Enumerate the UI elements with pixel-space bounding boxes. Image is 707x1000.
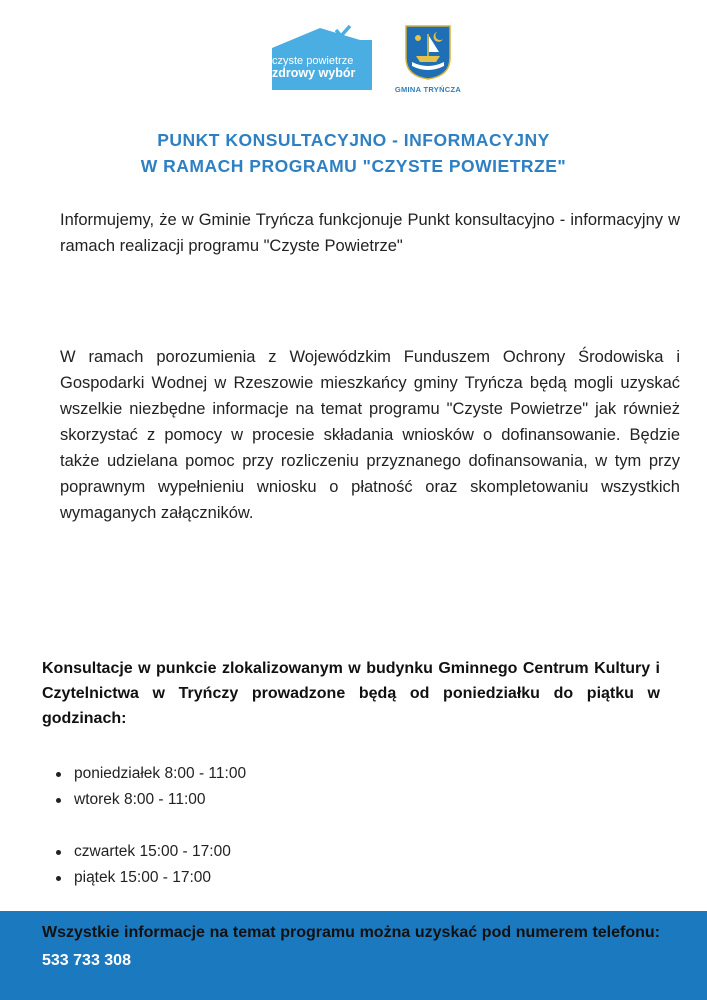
- title-line-1: PUNKT KONSULTACYJNO - INFORMACYJNY: [157, 130, 550, 150]
- phone-number: 533 733 308: [42, 952, 131, 969]
- hours-list-1: [50, 761, 246, 813]
- gmina-name: GMINA TRYŃCZA: [394, 85, 462, 94]
- logo-line-2: zdrowy wybór: [272, 66, 356, 80]
- title-line-2: W RAMACH PROGRAMU "CZYSTE POWIETRZE": [140, 156, 567, 176]
- list-item: czwartek 15:00 - 17:00: [50, 839, 231, 865]
- list-item: poniedziałek 8:00 - 11:00: [50, 761, 246, 787]
- list-item: piątek 15:00 - 17:00: [50, 865, 231, 891]
- intro-paragraph: Informujemy, że w Gminie Tryńcza funkcjonuje Punkt konsultacyjno - informacyjny w ramach realizacji programu "Czyste Powietrze": [60, 211, 680, 255]
- consultation-info: Konsultacje w punkcie zlokalizowanym w budynku Gminnego Centrum Kultury i Czytelnictwa w Tryńczy prowadzone będą od poniedziałku do piątku w godzinach:: [42, 660, 660, 727]
- footer-banner: [0, 911, 707, 1000]
- logo-line-1: czyste powietrze: [272, 55, 354, 67]
- coat-of-arms-icon: [404, 24, 452, 80]
- list-item: wtorek 8:00 - 11:00: [50, 787, 246, 813]
- page-title: [0, 127, 707, 179]
- header-logos: [0, 24, 707, 104]
- czyste-powietrze-logo-text: [272, 55, 372, 79]
- footer-info: Wszystkie informacje na temat programu można uzyskać pod numerem telefonu:: [42, 924, 660, 941]
- details-paragraph: W ramach porozumienia z Wojewódzkim Funduszem Ochrony Środowiska i Gospodarki Wodnej w Rzeszowie mieszkańcy gminy Tryńcza będą mogli uzyskać wszelkie niezbędne informacje na temat programu "Czyste Powietrze" jak również skorzystać z pomocy w procesie składania wniosków o dofinansowanie. Będzie także udzielana pomoc przy rozliczeniu przyznanego dofinansowania, w tym przy poprawnym wypełnieniu wniosku o płatność oraz skompletowaniu wszystkich wymaganych załączników.: [60, 348, 680, 522]
- footer-text: [42, 919, 660, 975]
- hours-list-2: [50, 839, 231, 891]
